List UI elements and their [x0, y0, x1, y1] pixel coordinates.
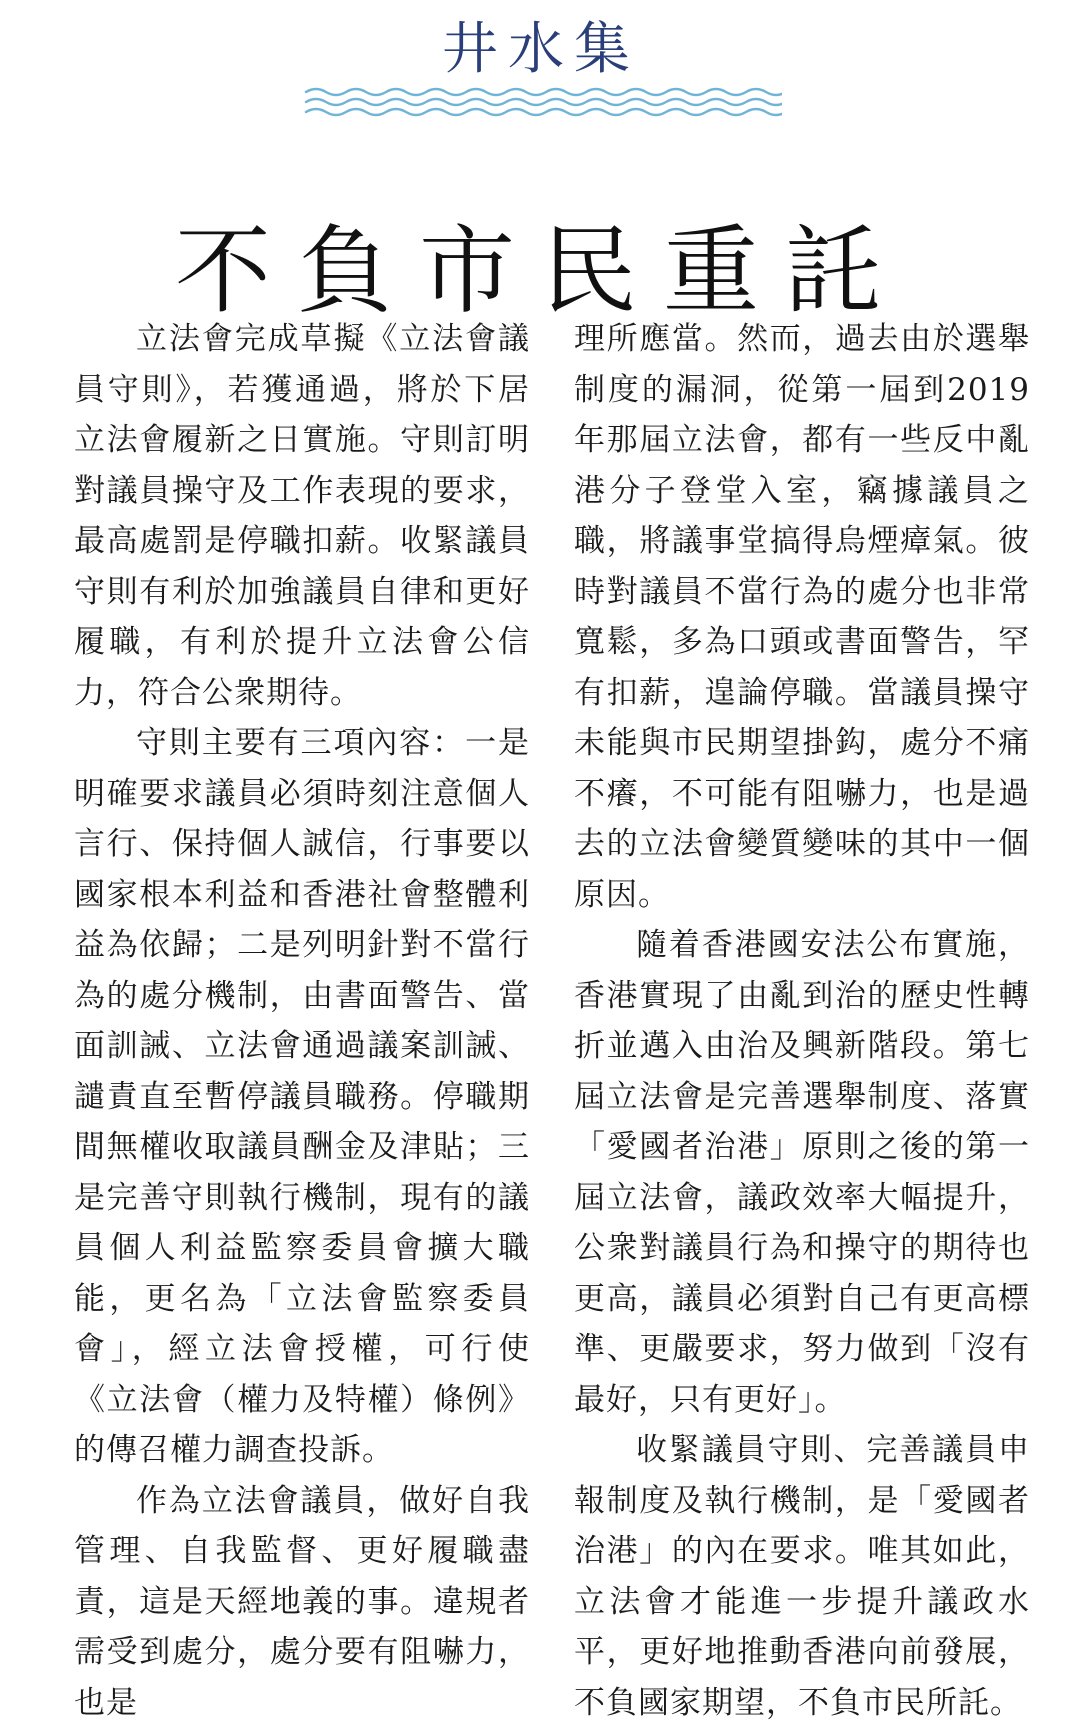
wave-decoration [302, 84, 782, 118]
paragraph: 隨着香港國安法公布實施，香港實現了由亂到治的歷史性轉折並邁入由治及興新階段。第七屆立法會是完善選舉制度、落實「愛國者治港」原則之後的第一屆立法會，議政效率大幅提升，公衆對議員行為和操守的期待也更高，議員必須對自己有更高標準、更嚴要求，努力做到「沒有最好，只有更好」。 [574, 920, 1030, 1425]
paragraph: 作為立法會議員，做好自我管理、自我監督、更好履職盡責，這是天經地義的事。違規者需受到處分，處分要有阻嚇力，也是 [74, 1476, 530, 1728]
column-name: 井水集 [0, 18, 1082, 82]
left-column [74, 314, 530, 1728]
headline: 不負市民重託 [0, 216, 1082, 326]
paragraph: 收緊議員守則、完善議員申報制度及執行機制，是「愛國者治港」的內在要求。唯其如此，立法會才能進一步提升議政水平，更好地推動香港向前發展，不負國家期望，不負市民所託。 [574, 1425, 1030, 1728]
right-column [574, 314, 1030, 1728]
paragraph: 理所應當。然而，過去由於選舉制度的漏洞，從第一屆到2019年那屆立法會，都有一些反中亂港分子登堂入室，竊據議員之職，將議事堂搞得烏煙瘴氣。彼時對議員不當行為的處分也非常寬鬆，多為口頭或書面警告，罕有扣薪，遑論停職。當議員操守未能與市民期望掛鈎，處分不痛不癢，不可能有阻嚇力，也是過去的立法會變質變味的其中一個原因。 [574, 314, 1030, 920]
paragraph: 立法會完成草擬《立法會議員守則》，若獲通過，將於下居立法會履新之日實施。守則訂明對議員操守及工作表現的要求，最高處罰是停職扣薪。收緊議員守則有利於加強議員自律和更好履職，有利於提升立法會公信力，符合公衆期待。 [74, 314, 530, 718]
paragraph: 守則主要有三項內容：一是明確要求議員必須時刻注意個人言行、保持個人誠信，行事要以國家根本利益和香港社會整體利益為依歸；二是列明針對不當行為的處分機制，由書面警告、當面訓誡、立法會通過議案訓誡、譴責直至暫停議員職務。停職期間無權收取議員酬金及津貼；三是完善守則執行機制，現有的議員個人利益監察委員會擴大職能，更名為「立法會監察委員會」，經立法會授權，可行使《立法會（權力及特權）條例》的傳召權力調查投訴。 [74, 718, 530, 1476]
